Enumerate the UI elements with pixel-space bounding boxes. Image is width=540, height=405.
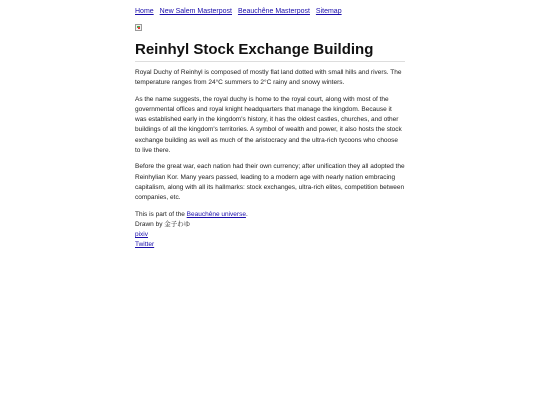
nav-link-home[interactable]: Home [135,8,154,15]
article-body [135,68,405,251]
universe-prefix: This is part of the [135,210,187,218]
paragraph-geography: Royal Duchy of Reinhyl is composed of mostly flat land dotted with small hills and rivers. The temperature ranges from 24°C summers to 2°C rainy and snowy winters. [135,69,402,87]
universe-link[interactable]: Beauchêne universe [186,210,246,218]
twitter-link[interactable]: Twitter [135,241,155,249]
artist-line [135,220,405,230]
paragraph-royal-duchy: As the name suggests, the royal duchy is home to the royal court, along with most of the governmental offices and royal knight headquarters that manage the kingdom. Because it was established early in the kingdom's history, it has the oldest castles, churches, and other buildings of all the kingdom's territories. A symbol of wealth and power, it also hosts the stock exchange building as well as much of the aristocracy and the ultra-rich tycoons who choose to live there. [135,95,402,155]
paragraph-history: Before the great war, each nation had their own currency; after unification they all adopted the Reinhylian Kor. Many years passed, leading to a modern age with nearly nation embracing capitalism, along with all its hallmarks: stock exchanges, ultra-rich elites, competition between companies, etc. [135,163,405,202]
nav-link-new-salem-masterpost[interactable]: New Salem Masterpost [159,8,232,15]
page-title: Reinhyl Stock Exchange Building [135,41,405,62]
footer-credits [135,210,405,251]
pixiv-link[interactable]: pixiv [135,231,149,239]
universe-line [135,210,405,220]
top-navigation [135,7,346,16]
broken-image-icon [135,24,142,31]
artist-name: 金子わゆ [164,220,191,228]
drawn-by-label: Drawn by [135,220,165,228]
nav-link-beauchene-masterpost[interactable]: Beauchêne Masterpost [237,8,310,15]
nav-link-sitemap[interactable]: Sitemap [315,8,342,15]
universe-suffix: . [245,210,248,218]
